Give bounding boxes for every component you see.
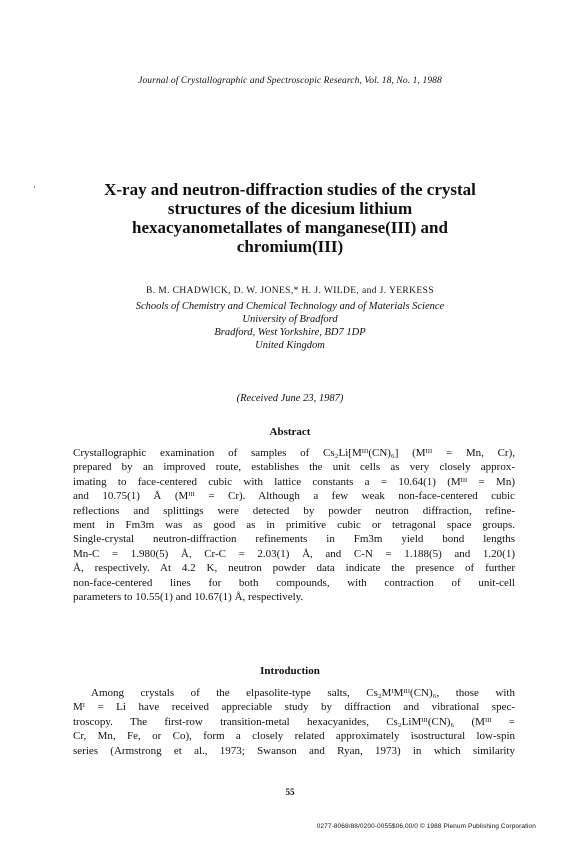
title-line: chromium(III) [236,237,344,256]
introduction-line: series (Armstrong et al., 1973; Swanson and Ryan, 1973) in which similarity [73,744,515,757]
affiliation-line: United Kingdom [255,340,325,351]
abstract-line: reflections and splittings were detected by powder neutron diffraction, refine- [73,504,515,517]
copyright-footer: 0277-8068/88/0200-0055$06.00/0 © 1988 Plenum Publishing Corporation [316,823,536,830]
abstract-line: ment in Fm3m was as good as in primitive cubic or tetragonal space groups. [73,519,515,532]
affiliation-line: Schools of Chemistry and Chemical Technology and of Materials Science [135,301,445,312]
received-date: (Received June 23, 1987) [236,393,344,404]
abstract-line: imating to face-centered cubic with lattice constants a = 10.64(1) (Mᴵᴵᴵ = Mn) [73,475,515,488]
title-line: structures of the dicesium lithium [167,199,413,218]
introduction-line: Among crystals of the elpasolite-type salts, Cs₂MᴵMᴵᴵᴵ(CN)₆, those with [91,687,515,699]
margin-mark [34,186,35,188]
affiliation-line: University of Bradford [242,314,338,325]
abstract-line: Single-crystal neutron-diffraction refinements in Fm3m yield bond lengths [73,533,515,546]
page-number: 55 [285,787,295,797]
abstract-text [73,446,515,604]
introduction-line: troscopy. The first-row transition-metal hexacyanides, Cs₂LiMᴵᴵᴵ(CN)₆ (Mᴵᴵᴵ = [73,715,515,728]
affiliation-line: Bradford, West Yorkshire, BD7 1DP [214,327,366,338]
abstract-heading: Abstract [269,426,311,438]
article-title [40,180,540,256]
abstract-line: Mn-C = 1.980(5) Å, Cr-C = 2.03(1) Å, and C-N = 1.188(5) and 1.20(1) [73,547,515,560]
author-list: B. M. CHADWICK, D. W. JONES,* H. J. WILDE, and J. YERKESS [145,286,435,296]
title-line: X-ray and neutron-diffraction studies of the crystal [104,180,476,199]
introduction-heading: Introduction [260,665,320,677]
affiliation [40,300,540,352]
abstract-line: and 10.75(1) Å (Mᴵᴵᴵ = Cr). Although a few weak non-face-centered cubic [73,490,515,503]
title-line: hexacyanometallates of manganese(III) and [132,218,448,237]
abstract-line: Å, respectively. At 4.2 K, neutron powder data indicate the presence of further [73,562,515,575]
abstract-line: non-face-centered lines for both compounds, with contraction of unit-cell [73,576,515,589]
abstract-line: Crystallographic examination of samples of Cs₂Li[Mᴵᴵᴵ(CN)₆] (Mᴵᴵᴵ = Mn, Cr), [73,447,515,459]
journal-citation: Journal of Crystallographic and Spectroscopic Research, Vol. 18, No. 1, 1988 [138,76,442,86]
abstract-line: parameters to 10.55(1) and 10.67(1) Å, respectively. [73,591,304,604]
introduction-text [73,686,515,758]
introduction-line: Cr, Mn, Fe, or Co), form a closely related approximately isostructural low-spin [73,730,515,743]
introduction-line: Mᴵ = Li have received appreciable study by diffraction and vibrational spec- [73,701,515,714]
abstract-line: prepared by an improved route, establishes the unit cells as very closely approx- [73,461,515,474]
